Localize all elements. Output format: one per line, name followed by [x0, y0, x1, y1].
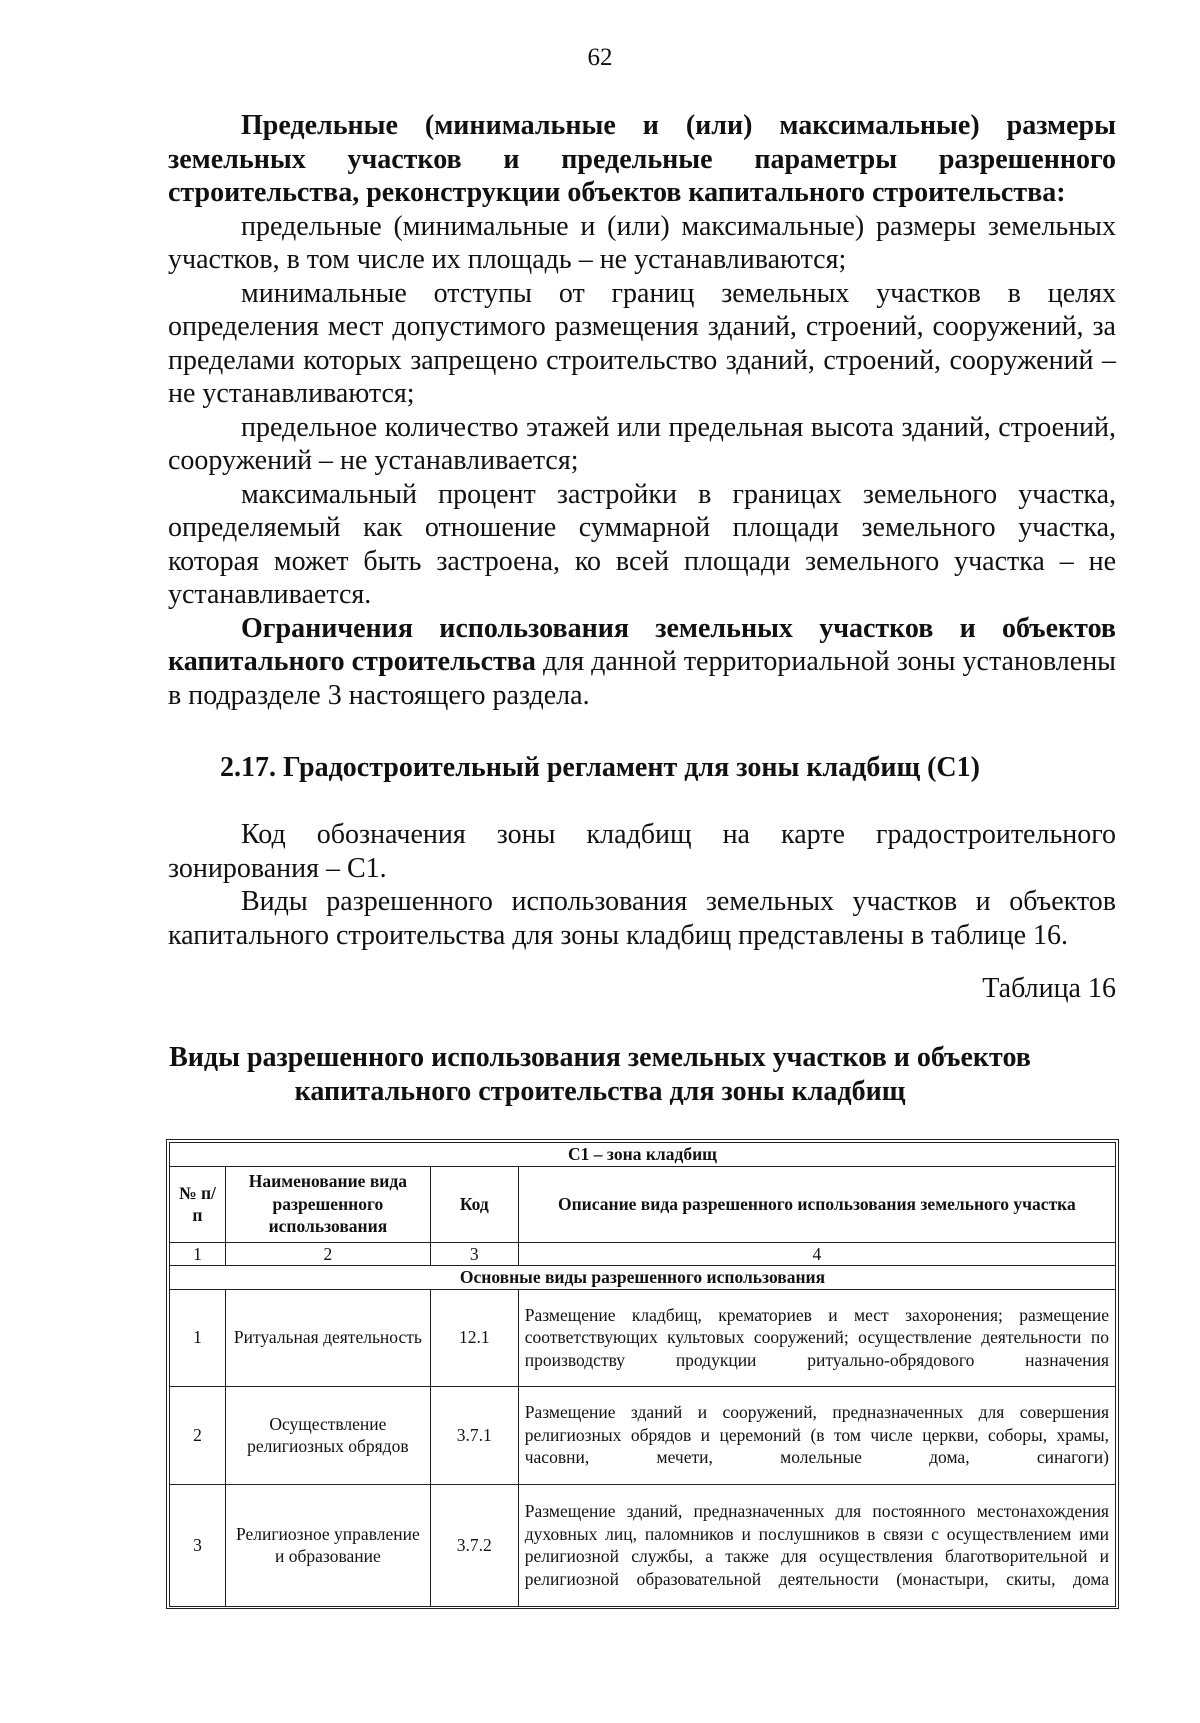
- section-body: [168, 818, 1116, 952]
- paragraph-zone-code: Код обозначения зоны кладбищ на карте градостроительного зонирования – С1.: [168, 819, 1116, 884]
- restrictions-rest: для данной территориальной зоны установлены в подразделе 3 настоящего раздела.: [168, 646, 1116, 711]
- row-num: 2: [170, 1386, 226, 1484]
- limits-heading: Предельные (минимальные и (или) максимальные) размеры земельных участков и предельные параметры разрешенного строительства, реконструкции объектов капитального строительства:: [168, 110, 1116, 208]
- row-code: 3.7.2: [430, 1484, 518, 1606]
- table-row: [170, 1386, 1116, 1484]
- paragraph-build-percent: максимальный процент застройки в границах земельного участка, определяемый как отношение суммарной площади земельного участка, которая может быть застроена, ко всей площади земельного участка – не устанавливается.: [168, 478, 1116, 610]
- paragraph-use-types: Виды разрешенного использования земельных участков и объектов капитального строительства для зоны кладбищ представлены в таблице 16.: [168, 886, 1116, 951]
- table-caption: Таблица 16: [982, 973, 1116, 1004]
- row-name: Ритуальная деятельность: [225, 1289, 430, 1386]
- col-number: 4: [518, 1242, 1115, 1266]
- use-types-table: [169, 1142, 1116, 1607]
- limits-section: [168, 109, 1116, 712]
- table-title-line1: Виды разрешенного использования земельных участков и объектов: [169, 1042, 1031, 1073]
- row-desc: Размещение зданий и сооружений, предназначенных для совершения религиозных обрядов и церемоний (в том числе церкви, соборы, храмы, часовни, мечети, молельные дома, синагоги): [518, 1386, 1115, 1484]
- col-number: 2: [225, 1242, 430, 1266]
- paragraph-restrictions: [168, 612, 1116, 713]
- section-title: 2.17. Градостроительный регламент для зоны кладбищ (С1): [220, 752, 980, 783]
- row-desc: Размещение зданий, предназначенных для постоянного местонахождения духовных лиц, паломников и послушников в связи с осуществлением ими религиозной службы, а также для осуществления благотворительной и религиозной образовательной деятельности (монастыри, скиты, дома: [518, 1484, 1115, 1606]
- page-number: 62: [587, 44, 613, 71]
- header-num: № п/п: [170, 1166, 226, 1242]
- table-zone-header: С1 – зона кладбищ: [170, 1143, 1116, 1167]
- header-code: Код: [430, 1166, 518, 1242]
- restrictions-bold: Ограничения использования земельных участков и объектов капитального строительства: [168, 612, 1116, 677]
- table-row: [170, 1484, 1116, 1606]
- row-code: 12.1: [430, 1289, 518, 1386]
- header-desc: Описание вида разрешенного использования земельного участка: [518, 1166, 1115, 1242]
- row-name: Религиозное управление и образование: [225, 1484, 430, 1606]
- table-title: [0, 1041, 1200, 1109]
- table-title-line2: капитального строительства для зоны кладбищ: [294, 1076, 906, 1107]
- row-num: 1: [170, 1289, 226, 1386]
- table-row: [170, 1289, 1116, 1386]
- paragraph-setbacks: минимальные отступы от границ земельных участков в целях определения мест допустимого размещения зданий, строений, сооружений, за пределами которых запрещено строительство зданий, строений, сооружений – не устанавливаются;: [168, 277, 1116, 409]
- paragraph-floors: предельное количество этажей или предельная высота зданий, строений, сооружений – не устанавливается;: [168, 411, 1116, 476]
- paragraph-plot-size: предельные (минимальные и (или) максимальные) размеры земельных участков, в том числе их площадь – не устанавливаются;: [168, 210, 1116, 275]
- col-number: 1: [170, 1242, 226, 1266]
- row-code: 3.7.1: [430, 1386, 518, 1484]
- col-number: 3: [430, 1242, 518, 1266]
- row-num: 3: [170, 1484, 226, 1606]
- row-desc: Размещение кладбищ, крематориев и мест захоронения; размещение соответствующих культовых сооружений; осуществление деятельности по производству продукции ритуально-обрядового назначения: [518, 1289, 1115, 1386]
- column-number-row: [170, 1242, 1116, 1266]
- header-name: Наименование вида разрешенного использования: [225, 1166, 430, 1242]
- group-label: Основные виды разрешенного использования: [170, 1266, 1116, 1290]
- row-name: Осуществление религиозных обрядов: [225, 1386, 430, 1484]
